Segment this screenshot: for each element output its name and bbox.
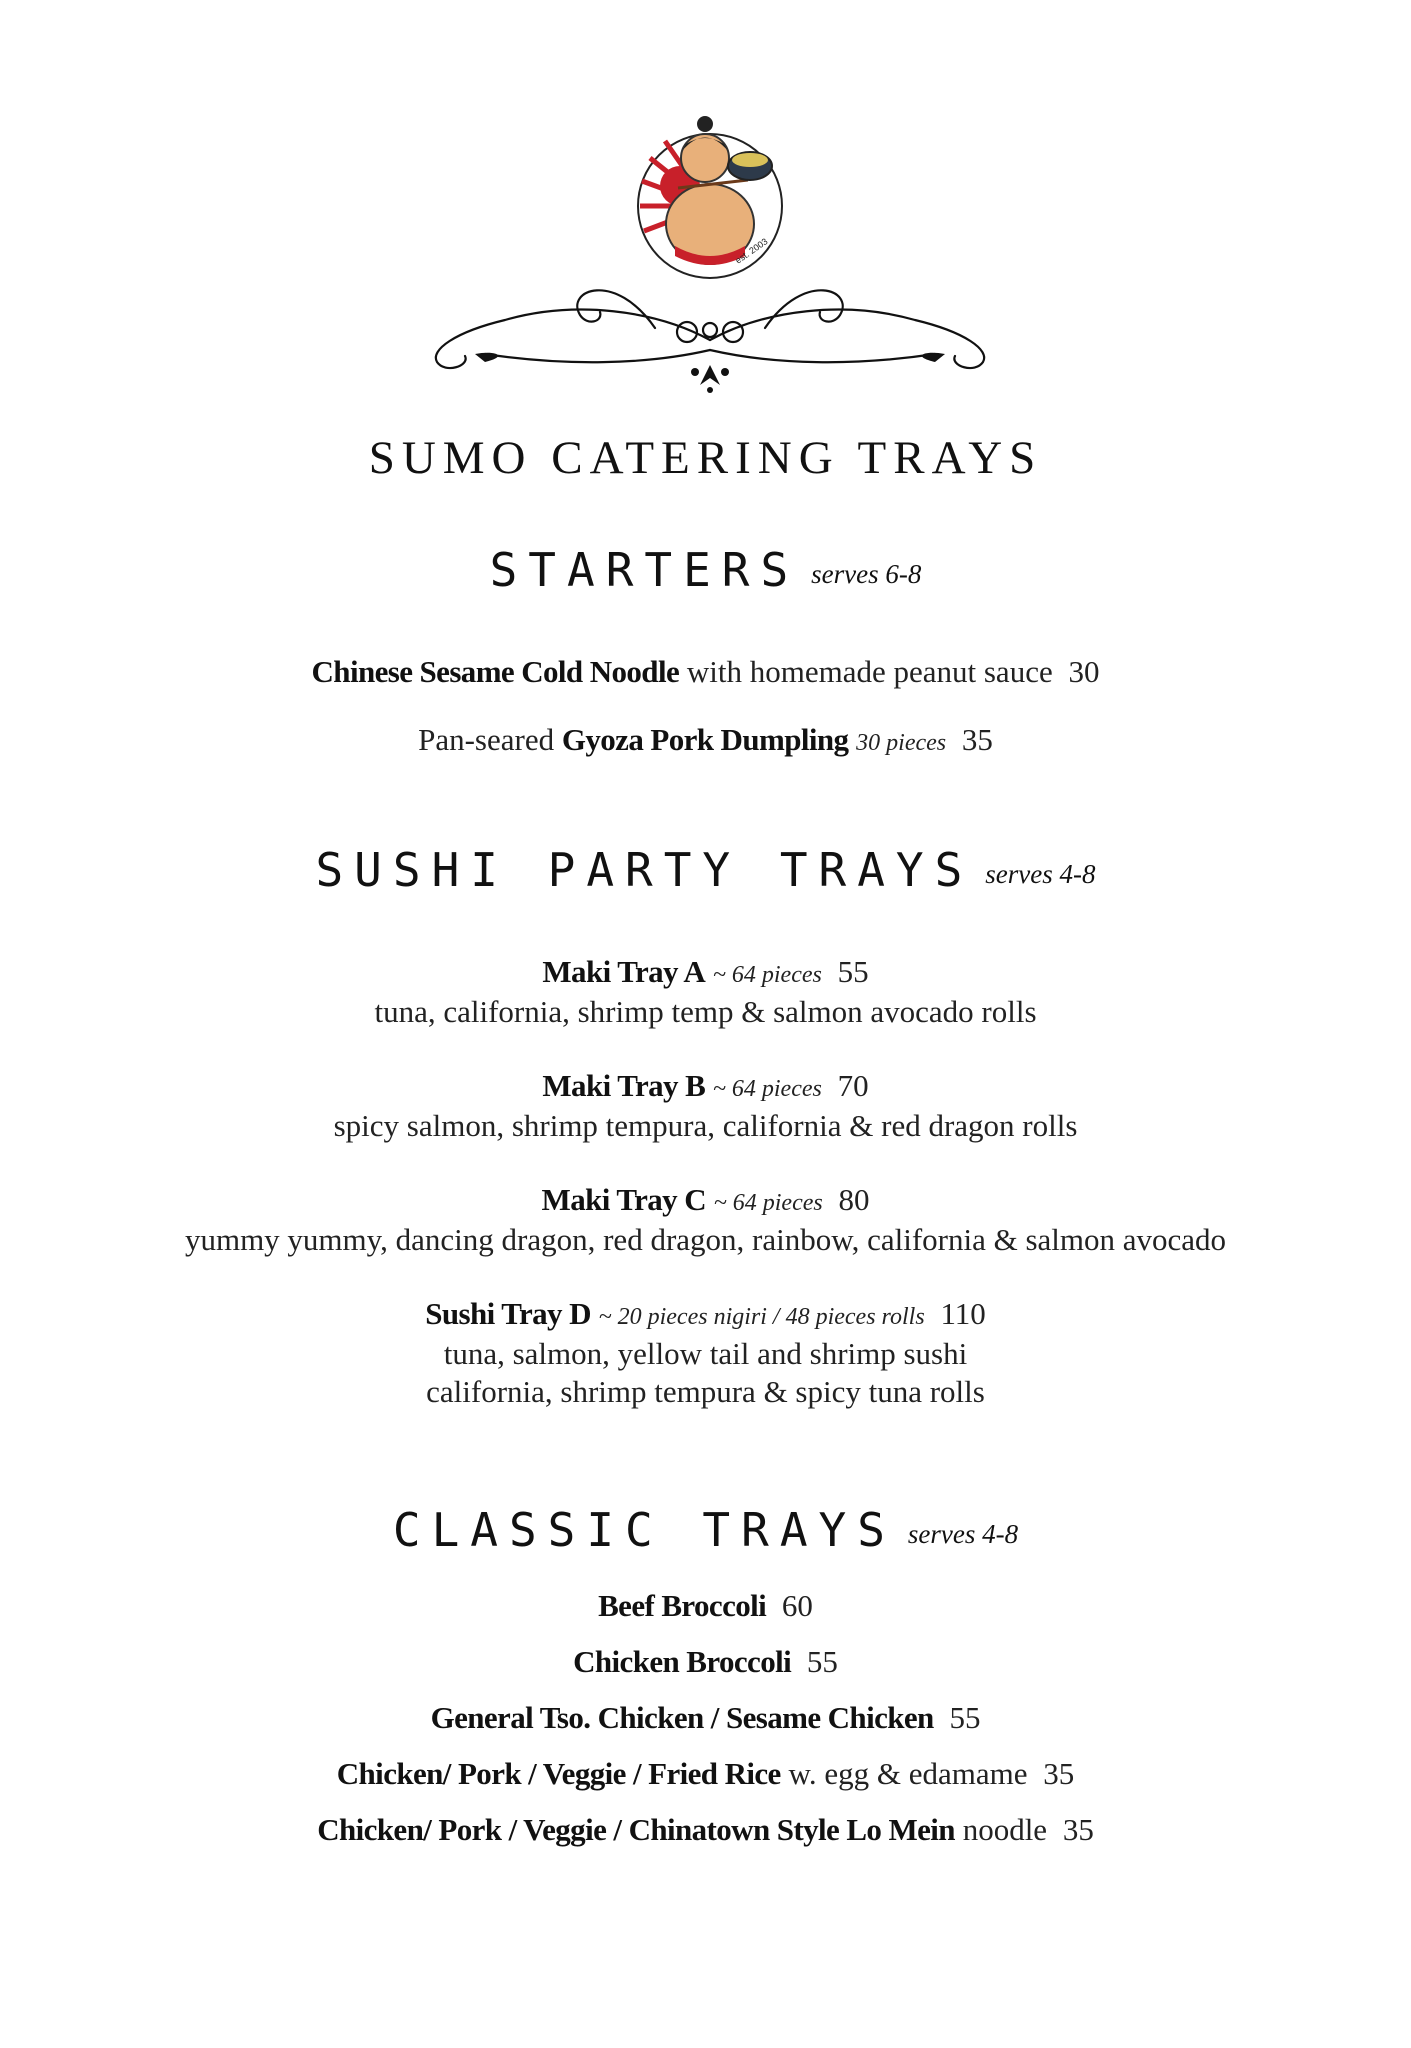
item-note: ~ 64 pieces bbox=[712, 962, 822, 988]
item-desc: tuna, california, shrimp temp & salmon avocado rolls bbox=[374, 994, 1037, 1029]
classic-heading-text: CLASSIC TRAYS bbox=[392, 1503, 896, 1557]
item-name: Maki Tray C bbox=[541, 1182, 707, 1217]
item-price: 55 bbox=[837, 954, 869, 989]
item-price: 60 bbox=[781, 1588, 813, 1623]
item-price: 80 bbox=[838, 1182, 870, 1217]
sushi-heading bbox=[0, 840, 1411, 904]
classic-heading bbox=[0, 1500, 1411, 1564]
item-note: ~ 64 pieces bbox=[713, 1190, 823, 1216]
item-desc: noodle bbox=[962, 1812, 1048, 1847]
menu-item bbox=[0, 652, 1411, 692]
item-desc: spicy salmon, shrimp tempura, california & red dragon rolls bbox=[333, 1108, 1078, 1143]
starters-heading bbox=[0, 540, 1411, 604]
menu-item bbox=[0, 1642, 1411, 1682]
starters-heading-text: STARTERS bbox=[489, 543, 800, 597]
page-title: SUMO CATERING TRAYS bbox=[368, 432, 1043, 484]
item-price: 55 bbox=[806, 1644, 838, 1679]
item-desc: w. egg & edamame bbox=[788, 1756, 1028, 1791]
item-desc: yummy yummy, dancing dragon, red dragon, rainbow, california & salmon avocado bbox=[184, 1222, 1227, 1257]
sumo-wrestler-logo-icon bbox=[620, 96, 800, 286]
menu-item bbox=[0, 1810, 1411, 1850]
item-note: ~ 20 pieces nigiri / 48 pieces rolls bbox=[598, 1304, 925, 1330]
item-price: 35 bbox=[1062, 1812, 1094, 1847]
item-desc: california, shrimp tempura & spicy tuna rolls bbox=[426, 1374, 985, 1409]
menu-item bbox=[0, 1294, 1411, 1337]
item-name: Gyoza Pork Dumpling bbox=[561, 722, 849, 757]
item-name: General Tso. Chicken / Sesame Chicken bbox=[430, 1700, 934, 1735]
menu-item bbox=[0, 1180, 1411, 1223]
item-name: Chicken/ Pork / Veggie / Chinatown Style Lo Mein bbox=[317, 1812, 955, 1847]
item-name: Sushi Tray D bbox=[425, 1296, 591, 1331]
menu-item bbox=[0, 1754, 1411, 1794]
menu-item bbox=[0, 720, 1411, 763]
item-price: 35 bbox=[961, 722, 993, 757]
menu-item bbox=[0, 952, 1411, 995]
item-name: Chicken/ Pork / Veggie / Fried Rice bbox=[336, 1756, 781, 1791]
item-note: ~ 64 pieces bbox=[712, 1076, 822, 1102]
item-desc: tuna, salmon, yellow tail and shrimp sushi bbox=[443, 1336, 968, 1371]
item-note: 30 pieces bbox=[856, 730, 947, 756]
logo-est-text: est. 2003 bbox=[733, 236, 770, 266]
menu-item bbox=[0, 1586, 1411, 1626]
sushi-heading-text: SUSHI PARTY TRAYS bbox=[315, 843, 974, 897]
item-name: Maki Tray A bbox=[542, 954, 706, 989]
item-name: Chicken Broccoli bbox=[573, 1644, 792, 1679]
sushi-serves: serves 4-8 bbox=[985, 858, 1096, 889]
menu-item bbox=[0, 1066, 1411, 1109]
item-price: 55 bbox=[949, 1700, 981, 1735]
flourish-divider-icon bbox=[415, 270, 1005, 400]
item-prefix: Pan-seared bbox=[418, 722, 555, 757]
item-name: Maki Tray B bbox=[542, 1068, 706, 1103]
menu-item bbox=[0, 1698, 1411, 1738]
starters-serves: serves 6-8 bbox=[811, 558, 922, 589]
item-desc: with homemade peanut sauce bbox=[686, 654, 1053, 689]
classic-serves: serves 4-8 bbox=[907, 1518, 1019, 1549]
item-price: 70 bbox=[837, 1068, 869, 1103]
item-price: 110 bbox=[940, 1296, 986, 1331]
item-name: Chinese Sesame Cold Noodle bbox=[311, 654, 680, 689]
item-name: Beef Broccoli bbox=[598, 1588, 767, 1623]
item-price: 35 bbox=[1043, 1756, 1075, 1791]
item-price: 30 bbox=[1068, 654, 1100, 689]
